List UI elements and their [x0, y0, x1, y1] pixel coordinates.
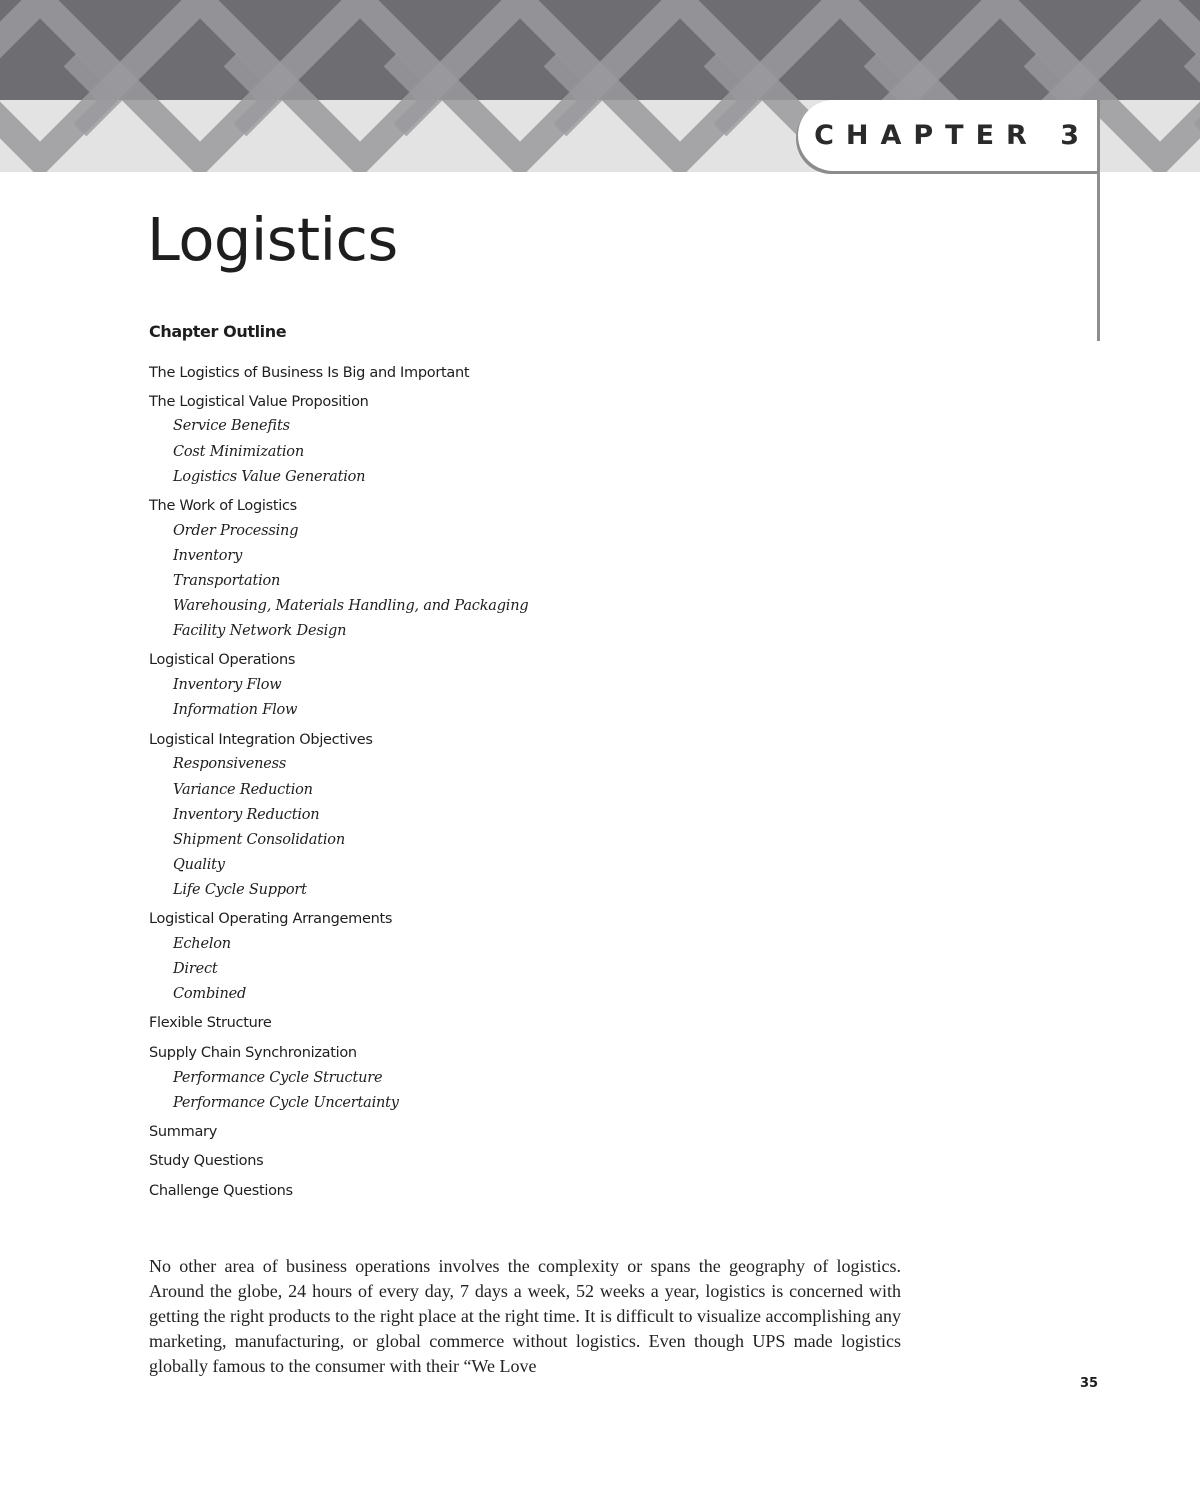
chapter-title: Logistics — [147, 205, 398, 274]
outline-item: Study Questions — [149, 1153, 264, 1169]
outline-heading: Chapter Outline — [149, 322, 287, 341]
outline-subitem: Warehousing, Materials Handling, and Packaging — [173, 598, 529, 614]
outline-subitem: Responsiveness — [173, 756, 287, 772]
outline-subitem: Order Processing — [173, 523, 299, 539]
body-paragraph: No other area of business operations involves the complexity or spans the geography of logistics. Around the globe, 24 hours of every day, 7 days a week, 52 weeks a year, logistics is concerned with getting the right products to the right place at the right time. It is difficult to visualize accomplishing any marketing, manufacturing, or global commerce without logistics. Even though UPS made logistics globally famous to the consumer with their “We Love — [149, 1256, 901, 1376]
side-rule — [1097, 100, 1100, 341]
outline-subitem: Direct — [173, 961, 218, 977]
outline-subitem: Combined — [173, 986, 247, 1002]
outline-subitem: Performance Cycle Structure — [173, 1070, 383, 1086]
outline-item: Logistical Operating Arrangements — [149, 911, 393, 927]
outline-item: Challenge Questions — [149, 1183, 293, 1199]
outline-item: Summary — [149, 1124, 217, 1140]
outline-subitem: Inventory Flow — [173, 677, 282, 693]
outline-subitem: Transportation — [173, 573, 281, 589]
outline-subitem: Cost Minimization — [173, 444, 304, 460]
outline-item: Flexible Structure — [149, 1015, 272, 1031]
outline-subitem: Echelon — [173, 936, 231, 952]
outline-subitem: Shipment Consolidation — [173, 832, 345, 848]
outline-item: Supply Chain Synchronization — [149, 1045, 357, 1061]
chapter-label: CHAPTER 3 — [814, 120, 1091, 151]
outline-subitem: Quality — [173, 857, 225, 873]
outline-item: Logistical Integration Objectives — [149, 732, 373, 748]
page-number: 35 — [1080, 1376, 1099, 1391]
outline-subitem: Variance Reduction — [173, 782, 313, 798]
outline-subitem: Information Flow — [173, 702, 298, 718]
outline-subitem: Life Cycle Support — [173, 882, 307, 898]
outline-item: The Logistical Value Proposition — [149, 394, 369, 410]
outline-subitem: Inventory Reduction — [173, 807, 320, 823]
outline-item: The Work of Logistics — [149, 498, 297, 514]
outline-subitem: Inventory — [173, 548, 243, 564]
outline-subitem: Service Benefits — [173, 418, 290, 434]
outline-item: Logistical Operations — [149, 652, 296, 668]
chapter-tab — [798, 100, 1099, 171]
outline-subitem: Logistics Value Generation — [173, 469, 366, 485]
outline-item: The Logistics of Business Is Big and Important — [149, 365, 470, 381]
outline-subitem: Facility Network Design — [173, 623, 347, 639]
outline-subitem: Performance Cycle Uncertainty — [173, 1095, 399, 1111]
